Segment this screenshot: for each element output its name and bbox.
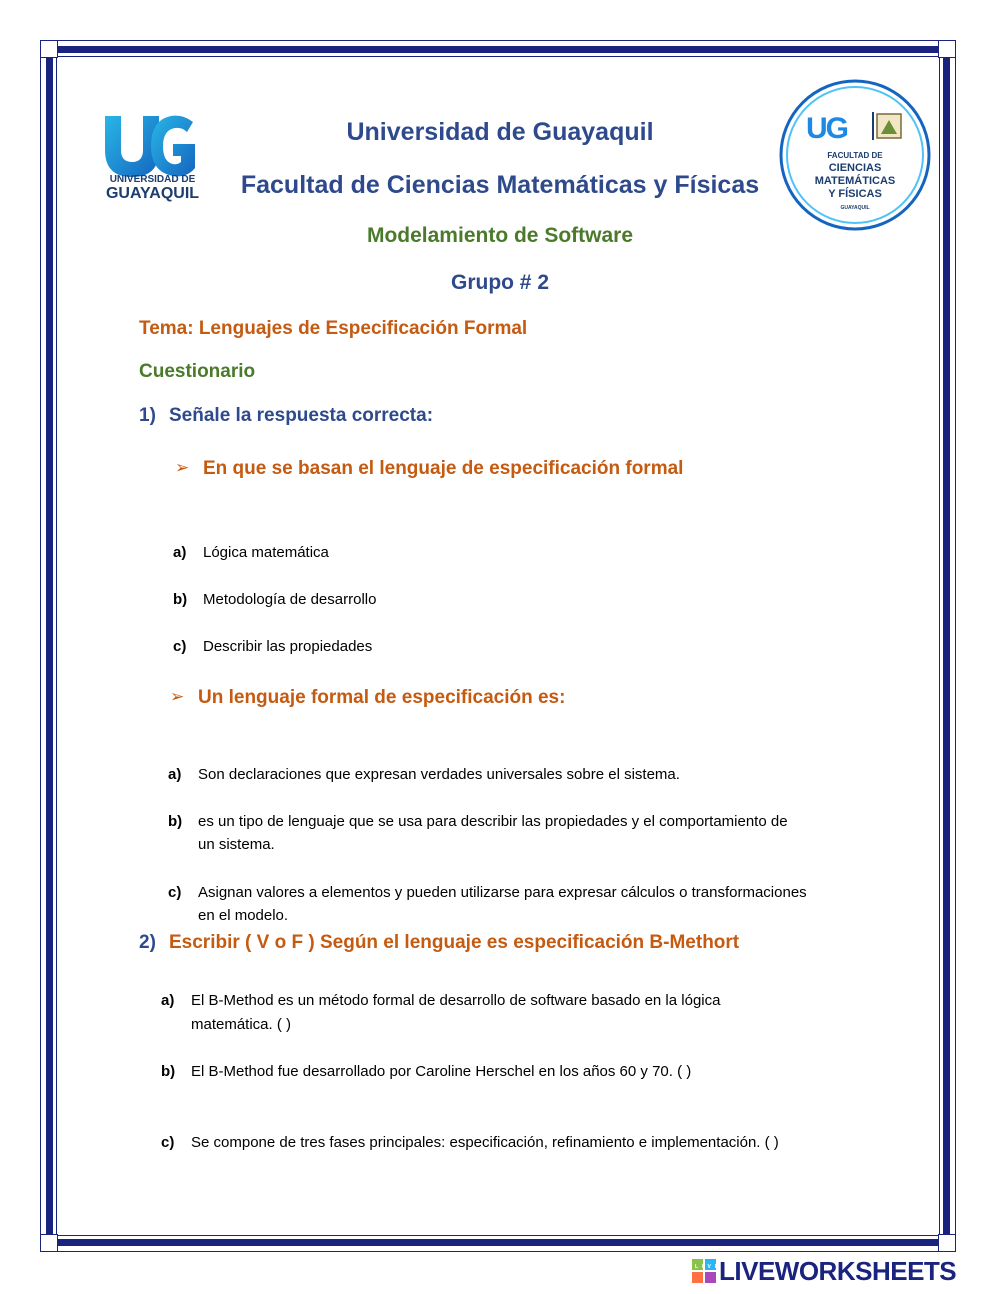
option-text: Asignan valores a elementos y pueden utilizarse para expresar cálculos o transformaciones xyxy=(198,884,807,901)
q1-sub1-option-b[interactable] xyxy=(173,588,873,612)
option-label: c) xyxy=(161,1134,175,1151)
q1-sub1-option-a[interactable] xyxy=(173,541,873,565)
faculty-seal xyxy=(778,78,932,232)
faculty-title: Facultad de Ciencias Matemáticas y Físicas xyxy=(240,171,760,199)
logo-line1: UNIVERSIDAD DE xyxy=(109,174,196,185)
university-title: Universidad de Guayaquil xyxy=(346,118,654,146)
q1-sub2-question: Un lenguaje formal de especificación es: xyxy=(198,687,566,708)
q2-statement-b xyxy=(161,1060,901,1084)
option-text[interactable]: El B-Method fue desarrollado por Caroline Herschel en los años 60 y 70. ( ) xyxy=(191,1063,692,1080)
option-text[interactable]: Se compone de tres fases principales: especificación, refinamiento e implementación. ( ) xyxy=(191,1134,779,1151)
seal-line1: FACULTAD DE xyxy=(827,151,883,160)
option-label: b) xyxy=(168,813,183,830)
brand-badge: LIVE xyxy=(695,1264,723,1270)
option-text: es un tipo de lenguaje que se usa para describir las propiedades y el comportamiento de xyxy=(198,813,788,830)
q1-sub2-option-b[interactable] xyxy=(168,810,888,858)
q1-number: 1) xyxy=(139,405,156,426)
option-text-continued[interactable]: matemática. ( ) xyxy=(191,1016,292,1033)
q1-sub2-option-a[interactable] xyxy=(168,763,888,787)
arrow-bullet-icon: ➢ xyxy=(170,687,185,706)
option-label: a) xyxy=(173,544,187,561)
option-text: Describir las propiedades xyxy=(203,638,373,655)
option-text: Metodología de desarrollo xyxy=(203,591,377,608)
q2-number: 2) xyxy=(139,932,156,953)
section-heading: Cuestionario xyxy=(139,361,256,382)
option-text-continued: un sistema. xyxy=(198,836,275,853)
q2-statement-a xyxy=(161,989,901,1037)
option-label: b) xyxy=(161,1063,176,1080)
q1-sub2-option-c[interactable] xyxy=(168,881,888,929)
q2-title: Escribir ( V o F ) Según el lenguaje es especificación B-Methort xyxy=(169,932,740,953)
option-text: Lógica matemática xyxy=(203,544,329,561)
option-label: c) xyxy=(173,638,187,655)
q1-sub1-option-c[interactable] xyxy=(173,635,873,659)
border-corner xyxy=(938,1234,956,1252)
seal-line5: GUAYAQUIL xyxy=(840,205,870,211)
q2-statement-c xyxy=(161,1131,901,1155)
course-title: Modelamiento de Software xyxy=(366,224,634,247)
border-corner xyxy=(40,1234,58,1252)
seal-mark: UG xyxy=(806,112,847,145)
topic-heading: Tema: Lenguajes de Especificación Formal xyxy=(139,318,528,339)
option-text: El B-Method es un método formal de desarrollo de software basado en la lógica xyxy=(191,992,721,1009)
logo-line2: GUAYAQUIL xyxy=(105,185,200,202)
option-label: b) xyxy=(173,591,188,608)
brand-name: LIVEWORKSHEETS xyxy=(719,1256,957,1286)
liveworksheets-logo-icon xyxy=(692,1259,716,1283)
seal-line3: MATEMÁTICAS xyxy=(814,175,896,187)
border-corner xyxy=(938,40,956,58)
group-title: Grupo # 2 xyxy=(450,271,550,294)
q1-title: Señale la respuesta correcta: xyxy=(169,405,434,426)
seal-line2: CIENCIAS xyxy=(828,162,882,174)
option-label: a) xyxy=(161,992,175,1009)
option-label: a) xyxy=(168,766,182,783)
seal-line4: Y FÍSICAS xyxy=(828,188,882,200)
option-text-continued: en el modelo. xyxy=(198,907,289,924)
option-text: Son declaraciones que expresan verdades universales sobre el sistema. xyxy=(198,766,680,783)
option-label: c) xyxy=(168,884,182,901)
q1-sub1-question: En que se basan el lenguaje de especificación formal xyxy=(203,458,684,479)
liveworksheets-brand xyxy=(692,1256,992,1286)
border-corner xyxy=(40,40,58,58)
arrow-bullet-icon: ➢ xyxy=(175,458,190,477)
